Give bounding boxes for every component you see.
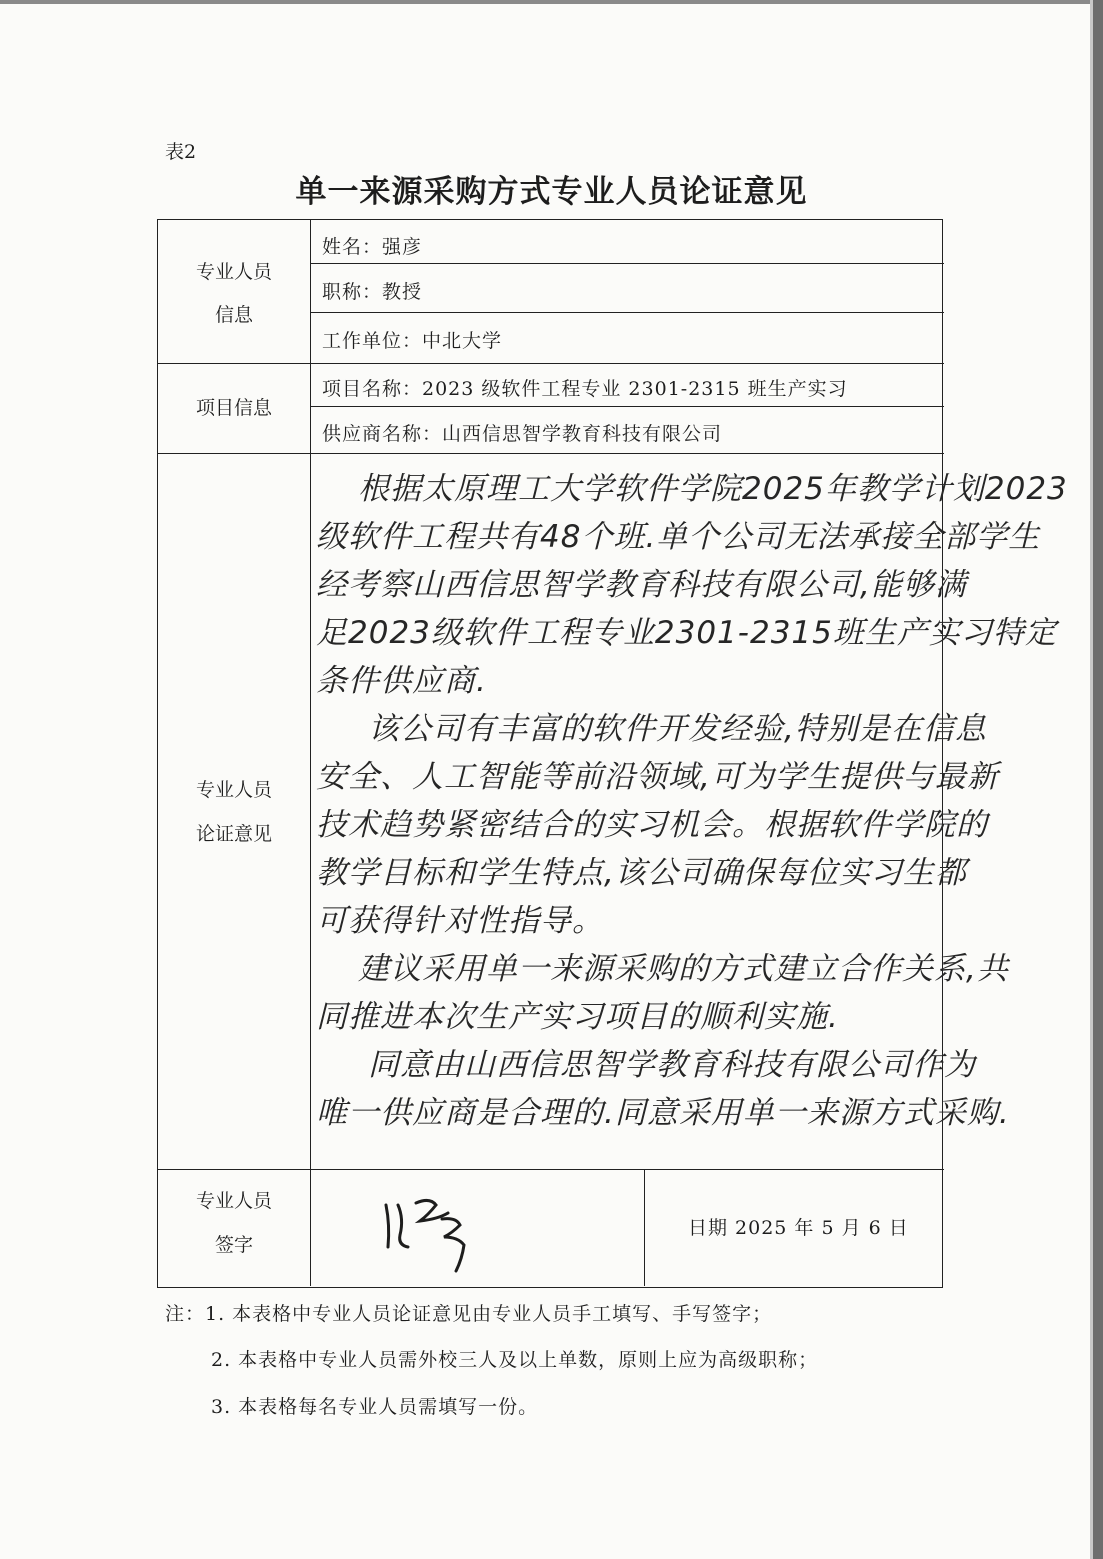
note-line-2: 2. 本表格中专业人员需外校三人及以上单数，原则上应为高级职称；	[211, 1349, 819, 1371]
expert-info-label-line1: 专业人员	[195, 261, 272, 283]
opinion-line: 根据太原理工大学软件学院2025年教学计划2023	[358, 471, 1068, 507]
expert-title-field: 职称：教授	[322, 281, 423, 303]
document-title: 单一来源采购方式专业人员论证意见	[295, 174, 808, 210]
opinion-line: 级软件工程共有48个班.单个公司无法承接全部学生	[316, 519, 1041, 555]
project-info-label: 项目信息	[195, 397, 272, 419]
row-divider	[310, 263, 944, 264]
scan-border-top	[0, 0, 1103, 4]
opinion-line: 建议采用单一来源采购的方式建立合作关系,共	[358, 951, 1009, 987]
handwritten-signature	[378, 1175, 498, 1275]
note-line-1: 注：1. 本表格中专业人员论证意见由专业人员手工填写、手写签字；	[165, 1303, 773, 1325]
section-divider	[158, 363, 944, 364]
column-divider	[644, 1169, 645, 1286]
opinion-line: 技术趋势紧密结合的实习机会。根据软件学院的	[316, 807, 988, 843]
row-divider	[310, 406, 944, 407]
signature-date: 日期 2025 年 5 月 6 日	[688, 1217, 909, 1239]
row-divider	[310, 312, 944, 313]
opinion-label-line1: 专业人员	[195, 779, 272, 801]
scan-border-right	[1093, 0, 1103, 1559]
opinion-form-table	[157, 219, 1068, 1288]
expert-name-field: 姓名：强彦	[322, 236, 423, 258]
opinion-line: 教学目标和学生特点,该公司确保每位实习生都	[316, 855, 967, 891]
opinion-label-line2: 论证意见	[195, 823, 272, 845]
expert-employer-field: 工作单位：中北大学	[322, 330, 503, 352]
section-divider	[158, 453, 944, 454]
note-line-3: 3. 本表格每名专业人员需填写一份。	[211, 1396, 539, 1418]
opinion-line: 足2023级软件工程专业2301-2315班生产实习特定	[316, 615, 1057, 651]
opinion-line: 该公司有丰富的软件开发经验,特别是在信息	[368, 711, 987, 747]
handwritten-opinion	[310, 457, 1068, 1169]
opinion-line: 可获得针对性指导。	[316, 903, 604, 939]
signature-label-line1: 专业人员	[195, 1190, 272, 1212]
supplier-name-field: 供应商名称：山西信思智学教育科技有限公司	[322, 423, 723, 445]
table-number-label: 表2	[165, 141, 197, 163]
opinion-line: 同意由山西信思智学教育科技有限公司作为	[368, 1047, 976, 1083]
project-name-field: 项目名称：2023 级软件工程专业 2301-2315 班生产实习	[322, 378, 848, 400]
signature-label-line2: 签字	[214, 1234, 253, 1256]
opinion-line: 条件供应商.	[316, 663, 487, 699]
opinion-line: 同推进本次生产实习项目的顺利实施.	[316, 999, 839, 1035]
opinion-line: 经考察山西信思智学教育科技有限公司,能够满	[316, 567, 967, 603]
expert-info-label-line2: 信息	[214, 304, 253, 326]
opinion-line: 安全、人工智能等前沿领域,可为学生提供与最新	[316, 759, 999, 795]
opinion-line: 唯一供应商是合理的.同意采用单一来源方式采购.	[316, 1095, 1010, 1131]
section-divider	[158, 1169, 944, 1170]
